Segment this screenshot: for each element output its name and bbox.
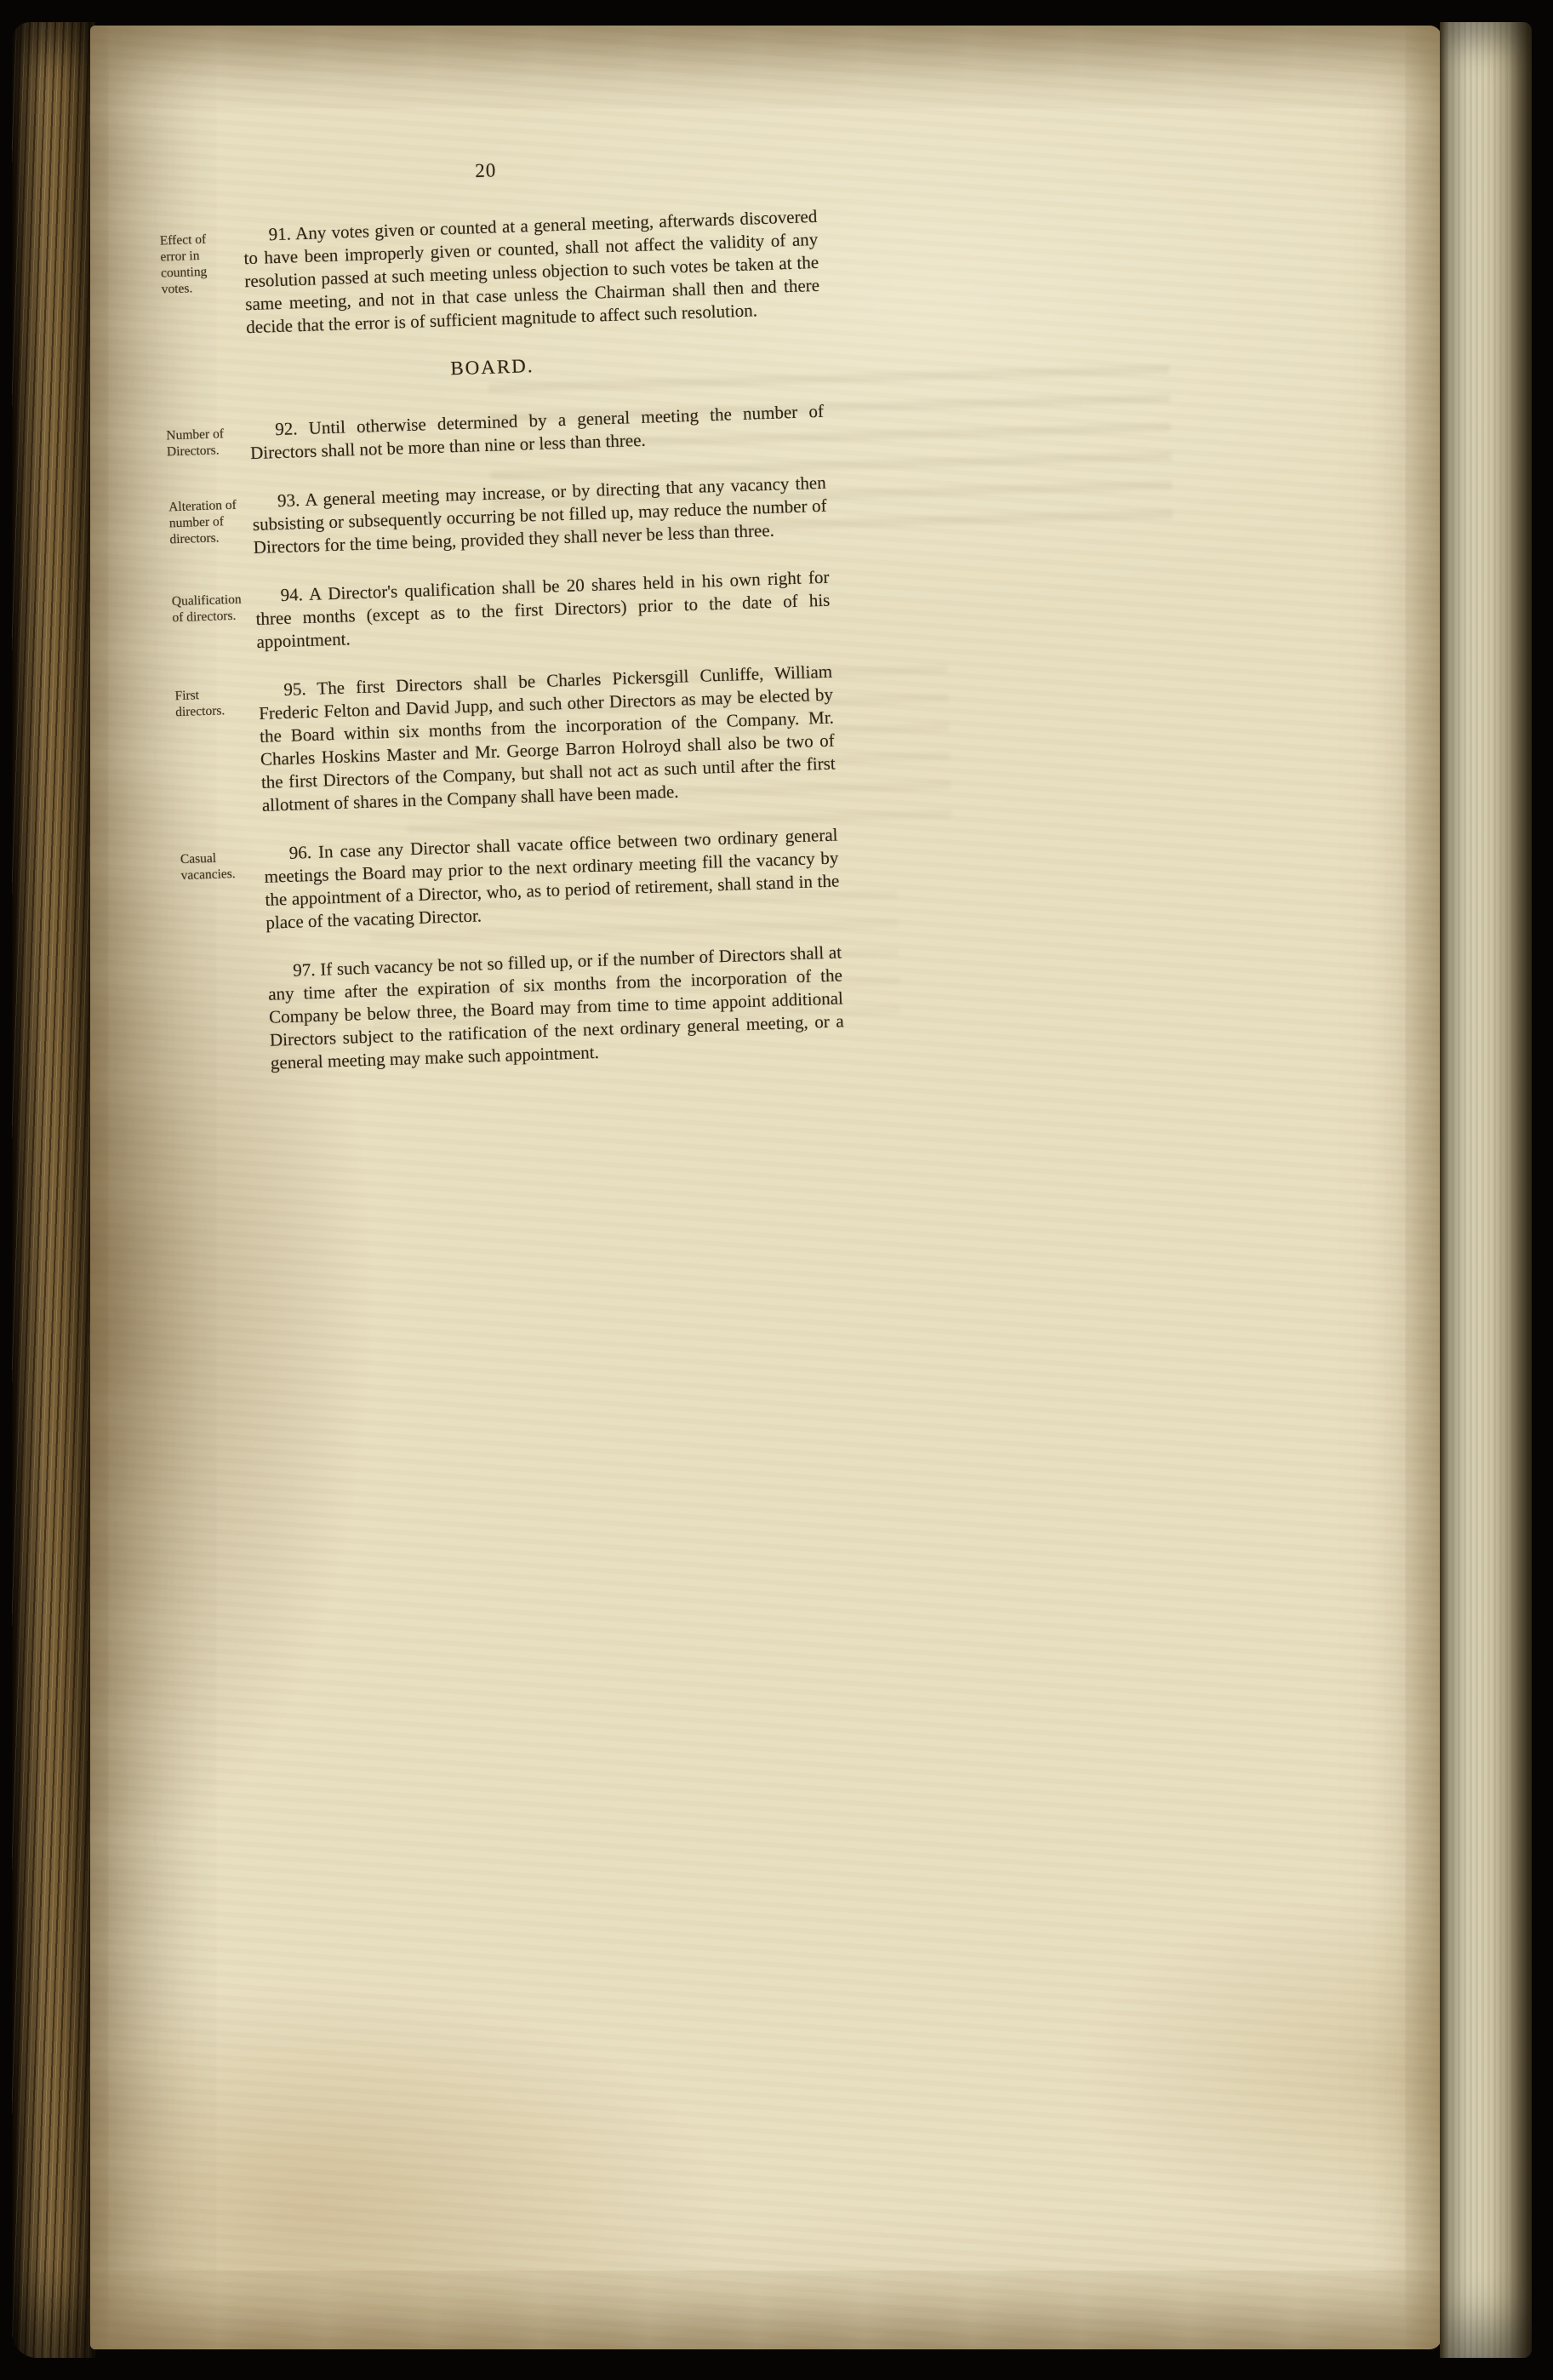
clause-text: 92. Until otherwise determined by a general meeting the number of Directors shall not be more than nine or less than three.: [249, 400, 825, 464]
facing-page-fore-edge: [1440, 22, 1532, 2358]
margin-note: Qualification of directors.: [171, 592, 242, 626]
board-heading: BOARD.: [449, 355, 534, 380]
margin-note: Casual vacancies.: [180, 850, 236, 884]
margin-note: [182, 960, 271, 1078]
clause-paragraph: [249, 400, 825, 465]
clause-section-91: [157, 205, 820, 342]
clause-paragraph: [258, 661, 836, 817]
margin-note: Effect of error in counting votes.: [159, 232, 208, 297]
clause-section-94: [169, 566, 831, 657]
margin-note: Number of Directors.: [166, 426, 225, 460]
page-content: [156, 149, 846, 1103]
clause-paragraph: [263, 823, 840, 934]
binding-page-stack-edge: [12, 22, 95, 2358]
clause-section-97: [182, 941, 845, 1078]
clause-paragraph: [267, 941, 845, 1074]
clause-text: 93. A general meeting may increase, or by directing that any vacancy then subsisting or subsequently occurring be not filled up, may reduce the number of Directors for the time being, provided they shall never be less than three.: [252, 472, 827, 558]
clause-text: 91. Any votes given or counted at a general meeting, afterwards discovered to have been improperly given or counted, shall not affect the validity of any resolution passed at such meeting unless objection to such votes be taken at the same meeting, and not in that case unless the Chairman shall then and there decide that the error is of sufficient magnitude to affect such resolution.: [243, 205, 820, 338]
clause-paragraph: [254, 566, 831, 654]
clause-text: 97. If such vacancy be not so filled up, or if the number of Directors shall at any time after the expiration of six months from the incorporation of the Company be below three, the Board may from time to time appoint additional Directors subject to the ratification of the next ordinary general meeting, or a general meeting may make such appointment.: [267, 941, 845, 1073]
clause-paragraph: [243, 205, 820, 339]
clause-text: 96. In case any Director shall vacate office between two ordinary general meetings the Board may prior to the next ordinary meeting fill the vacancy by the appointment of a Director, who, as to period of retirement, shall stand in the place of the vacating Director.: [264, 824, 840, 933]
clause-section-95: [173, 661, 836, 821]
margin-note: First directors.: [174, 688, 226, 720]
clause-section-96: [178, 823, 840, 937]
margin-note: Alteration of number of directors.: [168, 497, 237, 547]
clause-text: 94. A Director's qualification shall be 20 shares held in his own right for three months (except as to the first Directors) prior to the date of his appointment.: [255, 566, 831, 652]
clause-section-92: [164, 400, 825, 468]
clause-text: 95. The first Directors shall be Charles Pickersgill Cunliffe, William Frederic Felton and David Jupp, and such other Directors as may be elected by the Board within six months from the incorporation of the Company. Mr. Charles Hoskins Master and Mr. George Barron Holroyd shall also be two of the first Directors of the Company, but shall not act as such until after the first allotment of shares in the Company shall have been made.: [258, 661, 836, 815]
clause-section-93: [167, 472, 828, 563]
page-number: 20: [474, 159, 497, 182]
clause-paragraph: [252, 472, 828, 559]
